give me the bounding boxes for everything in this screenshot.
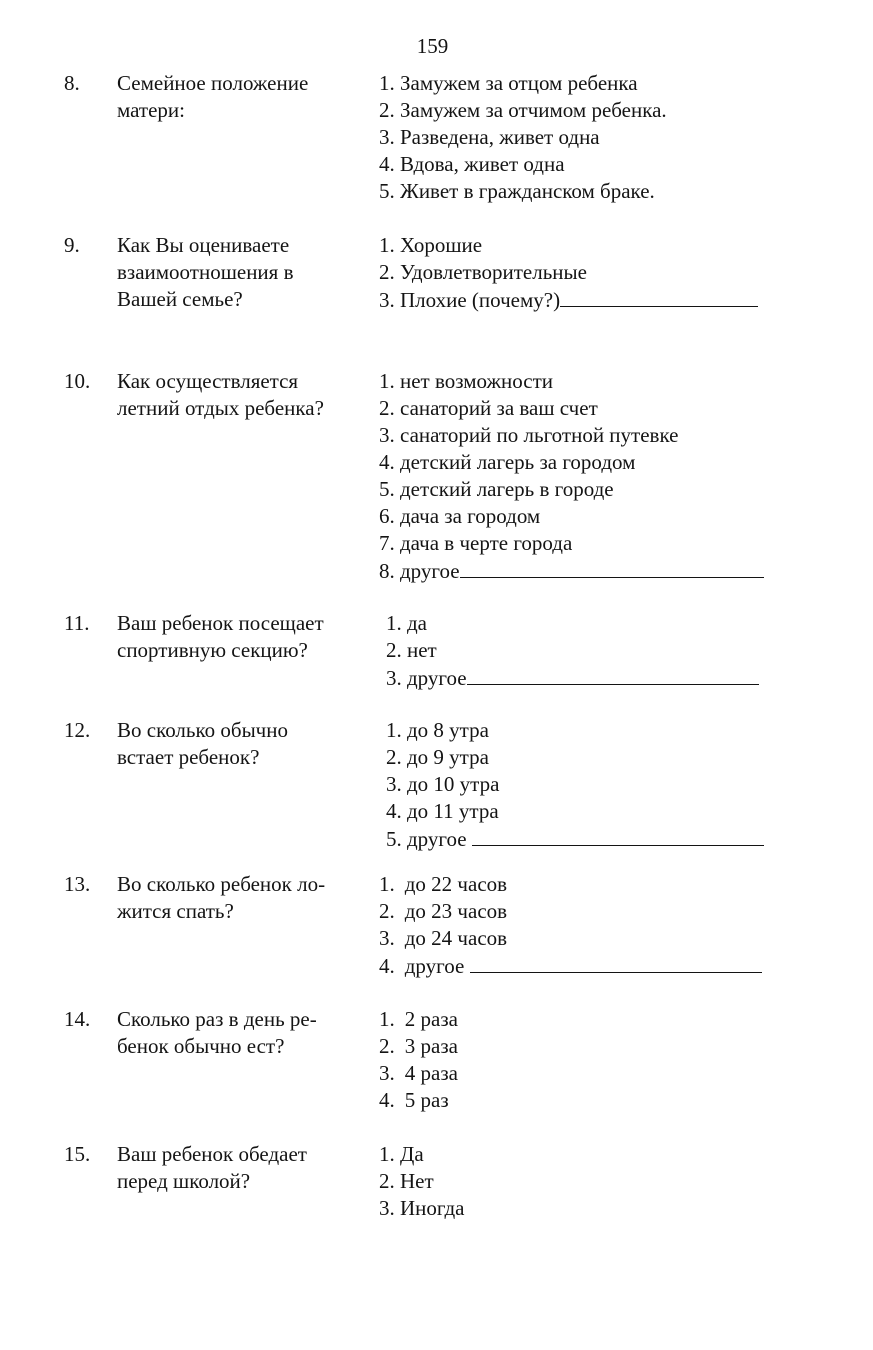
question-text: Как осуществляется летний отдых ребенка? bbox=[117, 369, 324, 420]
answer-option[interactable]: 2. до 9 утра bbox=[386, 745, 489, 769]
question-number: 9. bbox=[64, 233, 80, 257]
answer-options bbox=[379, 1141, 799, 1222]
answer-option[interactable]: 2. санаторий за ваш счет bbox=[379, 396, 598, 420]
answer-option[interactable]: 4. 5 раз bbox=[379, 1088, 449, 1112]
answer-options bbox=[379, 871, 799, 979]
question-number: 12. bbox=[64, 718, 91, 742]
question-text: Сколько раз в день ре- бенок обычно ест? bbox=[117, 1007, 317, 1058]
answer-option[interactable]: 8. другое bbox=[379, 557, 799, 584]
question-text: Ваш ребенок обедает перед школой? bbox=[117, 1142, 307, 1193]
fill-in-line[interactable] bbox=[472, 825, 764, 846]
question-text: Ваш ребенок посещает спортивную секцию? bbox=[117, 611, 324, 662]
answer-option[interactable]: 3. санаторий по льготной путевке bbox=[379, 423, 679, 447]
answer-option[interactable]: 2. Нет bbox=[379, 1169, 434, 1193]
answer-option[interactable]: 4. Вдова, живет одна bbox=[379, 152, 565, 176]
answer-option[interactable]: 7. дача в черте города bbox=[379, 531, 573, 555]
answer-option[interactable]: 3. 4 раза bbox=[379, 1061, 458, 1085]
question-number: 14. bbox=[64, 1007, 91, 1031]
answer-option[interactable]: 6. дача за городом bbox=[379, 504, 541, 528]
answer-option[interactable]: 1. да bbox=[386, 611, 428, 635]
answer-option[interactable]: 1. нет возможности bbox=[379, 369, 554, 393]
answer-option[interactable]: 1. до 8 утра bbox=[386, 718, 489, 742]
question-text: Во сколько обычно встает ребенок? bbox=[117, 718, 288, 769]
answer-options bbox=[386, 610, 806, 691]
question-number: 13. bbox=[64, 872, 91, 896]
answer-option[interactable]: 4. другое bbox=[379, 952, 799, 979]
answer-option[interactable]: 3. до 24 часов bbox=[379, 926, 508, 950]
answer-options bbox=[379, 70, 799, 205]
answer-options bbox=[379, 368, 799, 584]
answer-option[interactable]: 1. Да bbox=[379, 1142, 424, 1166]
answer-option[interactable]: 3. Иногда bbox=[379, 1196, 465, 1220]
fill-in-line[interactable] bbox=[467, 664, 759, 685]
fill-in-line[interactable] bbox=[470, 952, 762, 973]
answer-option[interactable]: 3. другое bbox=[386, 664, 806, 691]
answer-option[interactable]: 4. детский лагерь за городом bbox=[379, 450, 636, 474]
answer-options bbox=[379, 232, 799, 313]
question-number: 15. bbox=[64, 1142, 91, 1166]
answer-option[interactable]: 2. нет bbox=[386, 638, 437, 662]
page-number: 159 bbox=[416, 34, 449, 58]
question-text: Во сколько ребенок ло- жится спать? bbox=[117, 872, 326, 923]
answer-option[interactable]: 2. 3 раза bbox=[379, 1034, 458, 1058]
answer-option[interactable]: 3. до 10 утра bbox=[386, 772, 500, 796]
answer-option[interactable]: 2. Замужем за отчимом ребенка. bbox=[379, 98, 667, 122]
question-text: Семейное положение матери: bbox=[117, 71, 309, 122]
answer-option[interactable]: 4. до 11 утра bbox=[386, 799, 499, 823]
fill-in-line[interactable] bbox=[560, 286, 758, 307]
answer-option[interactable]: 2. Удовлетворительные bbox=[379, 260, 587, 284]
answer-option[interactable]: 5. детский лагерь в городе bbox=[379, 477, 614, 501]
answer-option[interactable]: 1. Хорошие bbox=[379, 233, 483, 257]
fill-in-line[interactable] bbox=[460, 557, 764, 578]
answer-options bbox=[379, 1006, 799, 1114]
answer-option[interactable]: 2. до 23 часов bbox=[379, 899, 508, 923]
answer-option[interactable]: 1. до 22 часов bbox=[379, 872, 508, 896]
question-text: Как Вы оцениваете взаимоотношения в Вашей семье? bbox=[117, 233, 294, 311]
answer-option[interactable]: 5. другое bbox=[386, 825, 806, 852]
answer-options bbox=[386, 717, 806, 852]
answer-option[interactable]: 5. Живет в гражданском браке. bbox=[379, 179, 655, 203]
answer-option[interactable]: 3. Плохие (почему?) bbox=[379, 286, 799, 313]
answer-option[interactable]: 1. 2 раза bbox=[379, 1007, 458, 1031]
question-number: 10. bbox=[64, 369, 91, 393]
answer-option[interactable]: 3. Разведена, живет одна bbox=[379, 125, 600, 149]
question-number: 8. bbox=[64, 71, 80, 95]
answer-option[interactable]: 1. Замужем за отцом ребенка bbox=[379, 71, 638, 95]
question-number: 11. bbox=[64, 611, 90, 635]
